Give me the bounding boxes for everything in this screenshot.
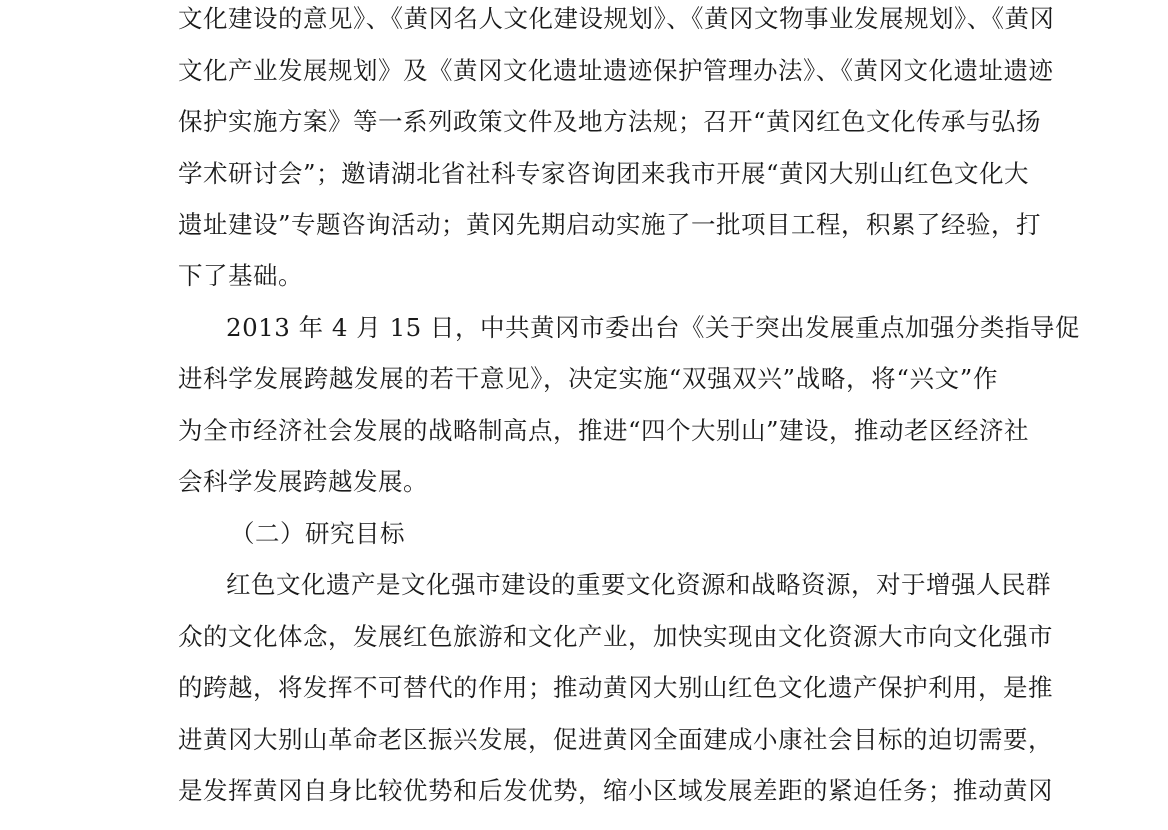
text-line: 进黄冈大别山革命老区振兴发展，促进黄冈全面建成小康社会目标的迫切需要， — [178, 725, 1053, 754]
text-line: 学术研讨会”；邀请湖北省社科专家咨询团来我市开展“黄冈大别山红色文化大 — [178, 159, 1030, 188]
text-line: 下了基础。 — [178, 261, 303, 290]
text-line: 会科学发展跨越发展。 — [178, 467, 428, 496]
text-line: 是发挥黄冈自身比较优势和后发优势，缩小区域发展差距的紧迫任务；推动黄冈 — [178, 776, 1053, 805]
section-heading: （二）研究目标 — [230, 519, 405, 548]
text-line: 2013 年 4 月 15 日，中共黄冈市委出台《关于突出发展重点加强分类指导促 — [226, 313, 1081, 342]
text-line: 遗址建设”专题咨询活动；黄冈先期启动实施了一批项目工程，积累了经验，打 — [178, 210, 1042, 239]
text-line: 为全市经济社会发展的战略制高点，推进“四个大别山”建设，推动老区经济社 — [178, 416, 1030, 445]
text-line: 文化建设的意见》、《黄冈名人文化建设规划》、《黄冈文物事业发展规划》、《黄冈 — [178, 4, 1055, 33]
text-line: 的跨越，将发挥不可替代的作用；推动黄冈大别山红色文化遗产保护利用，是推 — [178, 673, 1053, 702]
text-line: 红色文化遗产是文化强市建设的重要文化资源和战略资源，对于增强人民群 — [226, 570, 1051, 599]
text-line: 文化产业发展规划》及《黄冈文化遗址遗迹保护管理办法》、《黄冈文化遗址遗迹 — [178, 56, 1054, 85]
text-line: 进科学发展跨越发展的若干意见》，决定实施“双强双兴”战略，将“兴文”作 — [178, 364, 998, 393]
text-line: 众的文化体念，发展红色旅游和文化产业，加快实现由文化资源大市向文化强市 — [178, 622, 1053, 651]
text-line: 保护实施方案》等一系列政策文件及地方法规；召开“黄冈红色文化传承与弘扬 — [178, 107, 1042, 136]
